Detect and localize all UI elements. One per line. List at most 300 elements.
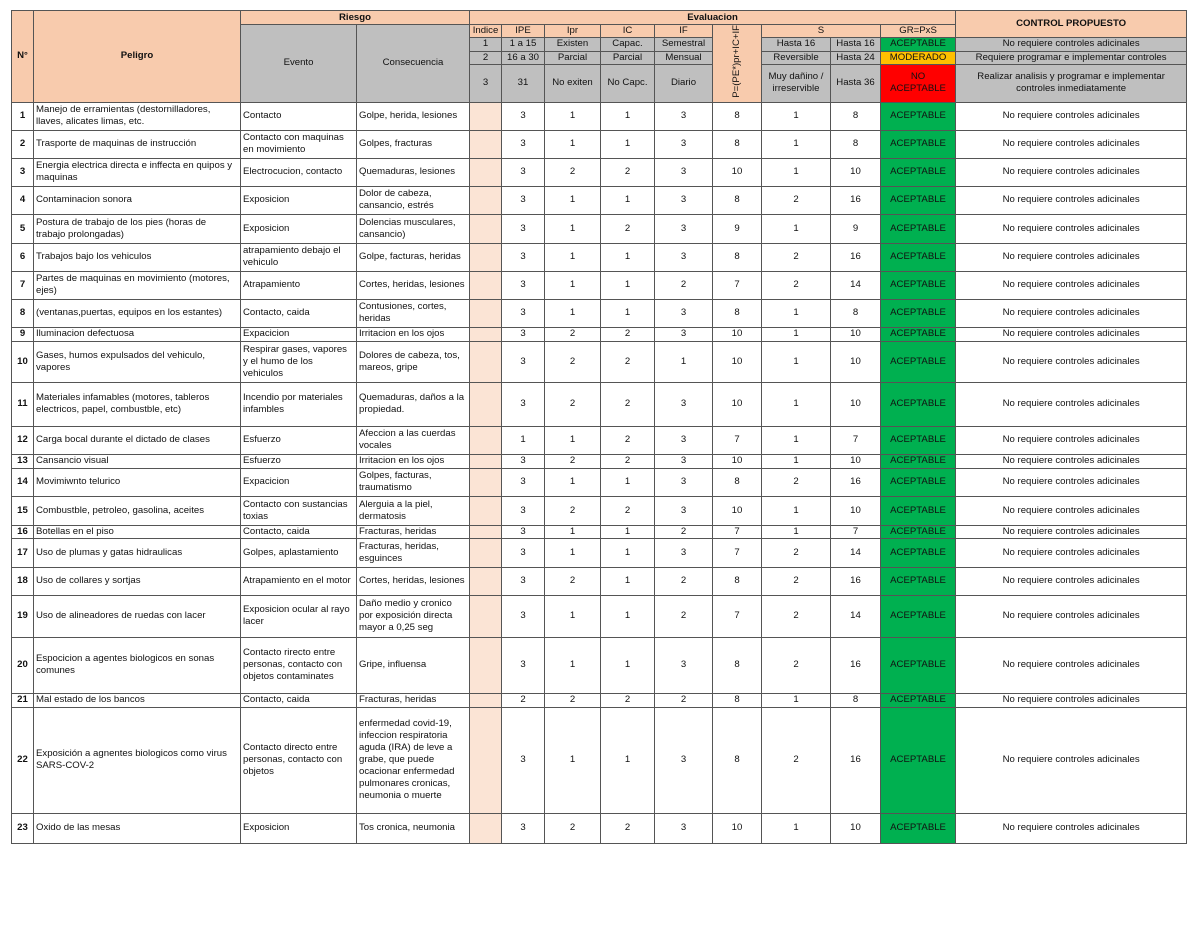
risk-grade-cell: 8 (831, 130, 881, 158)
header-control: CONTROL PROPUESTO (956, 11, 1187, 38)
proposed-control-cell: No requiere controles adicinales (956, 538, 1187, 567)
header-peligro: Peligro (34, 11, 241, 103)
index-cell (470, 186, 502, 214)
event-cell: Expacicion (241, 327, 357, 341)
row-number: 14 (12, 468, 34, 496)
proposed-control-cell: No requiere controles adicinales (956, 130, 1187, 158)
proposed-control-cell: No requiere controles adicinales (956, 637, 1187, 693)
ipe-cell: 3 (502, 271, 545, 299)
row-number: 9 (12, 327, 34, 341)
hazard-cell: Espocicion a agentes biologicos en sonas comunes (34, 637, 241, 693)
if-cell: 2 (655, 271, 713, 299)
row-number: 22 (12, 707, 34, 813)
ipr-cell: 2 (545, 454, 601, 468)
severity-cell: 1 (762, 214, 831, 243)
if-cell: 3 (655, 707, 713, 813)
risk-matrix-table (11, 10, 1187, 844)
row-number: 5 (12, 214, 34, 243)
probability-cell: 8 (713, 130, 762, 158)
index-cell (470, 496, 502, 525)
hazard-cell: Exposición a agnentes biologicos como virus SARS-COV-2 (34, 707, 241, 813)
ipr-cell: 1 (545, 271, 601, 299)
proposed-control-cell: No requiere controles adicinales (956, 525, 1187, 538)
ic-cell: 1 (601, 707, 655, 813)
legend-ipe-3: 31 (502, 64, 545, 102)
table-row (12, 341, 1187, 382)
ipe-cell: 3 (502, 299, 545, 327)
hazard-cell: Uso de plumas y gatas hidraulicas (34, 538, 241, 567)
legend-grs-3: Hasta 36 (831, 64, 881, 102)
ic-cell: 2 (601, 496, 655, 525)
table-row (12, 214, 1187, 243)
severity-cell: 2 (762, 567, 831, 595)
hazard-cell: Iluminacion defectuosa (34, 327, 241, 341)
legend-if-1: Semestral (655, 38, 713, 51)
risk-grade-cell: 14 (831, 538, 881, 567)
severity-cell: 1 (762, 496, 831, 525)
risk-level-badge: ACEPTABLE (881, 382, 956, 426)
ipr-cell: 2 (545, 496, 601, 525)
severity-cell: 2 (762, 538, 831, 567)
hazard-cell: Combustble, petroleo, gasolina, aceites (34, 496, 241, 525)
event-cell: Contacto rirecto entre personas, contacto con objetos contaminates (241, 637, 357, 693)
if-cell: 3 (655, 327, 713, 341)
legend-grs-2: Hasta 24 (831, 51, 881, 64)
risk-grade-cell: 14 (831, 595, 881, 637)
table-row (12, 454, 1187, 468)
consequence-cell: Fracturas, heridas, esguinces (357, 538, 470, 567)
risk-grade-cell: 16 (831, 567, 881, 595)
consequence-cell: Gripe, influensa (357, 637, 470, 693)
row-number: 10 (12, 341, 34, 382)
table-row (12, 813, 1187, 843)
ipe-cell: 3 (502, 813, 545, 843)
legend-s-3: Muy dañino / irreservible (762, 64, 831, 102)
header-riesgo: Riesgo (241, 11, 470, 25)
index-cell (470, 130, 502, 158)
table-row (12, 299, 1187, 327)
legend-ipr-2: Parcial (545, 51, 601, 64)
hazard-cell: Movimiwnto telurico (34, 468, 241, 496)
index-cell (470, 454, 502, 468)
table-row (12, 130, 1187, 158)
table-row (12, 693, 1187, 707)
legend-ic-2: Parcial (601, 51, 655, 64)
consequence-cell: Dolencias musculares, cansancio) (357, 214, 470, 243)
hazard-cell: Energia electrica directa e inffecta en quipos y maquinas (34, 158, 241, 186)
ipr-cell: 1 (545, 243, 601, 271)
event-cell: Exposicion ocular al rayo lacer (241, 595, 357, 637)
ipr-cell: 2 (545, 158, 601, 186)
table-row (12, 468, 1187, 496)
table-row (12, 102, 1187, 130)
ipe-cell: 2 (502, 693, 545, 707)
row-number: 12 (12, 426, 34, 454)
ic-cell: 2 (601, 341, 655, 382)
if-cell: 3 (655, 214, 713, 243)
header-ic: IC (601, 25, 655, 38)
severity-cell: 1 (762, 130, 831, 158)
table-row (12, 567, 1187, 595)
index-cell (470, 341, 502, 382)
event-cell: Esfuerzo (241, 426, 357, 454)
proposed-control-cell: No requiere controles adicinales (956, 382, 1187, 426)
ipe-cell: 3 (502, 637, 545, 693)
severity-cell: 1 (762, 454, 831, 468)
risk-level-badge: ACEPTABLE (881, 341, 956, 382)
ipe-cell: 1 (502, 426, 545, 454)
probability-cell: 8 (713, 243, 762, 271)
ipr-cell: 2 (545, 567, 601, 595)
proposed-control-cell: No requiere controles adicinales (956, 327, 1187, 341)
ipe-cell: 3 (502, 525, 545, 538)
header-gr: GR=PxS (881, 25, 956, 38)
ipe-cell: 3 (502, 158, 545, 186)
hazard-cell: Uso de collares y sortjas (34, 567, 241, 595)
ipr-cell: 1 (545, 130, 601, 158)
ipe-cell: 3 (502, 214, 545, 243)
consequence-cell: Dolores de cabeza, tos, mareos, gripe (357, 341, 470, 382)
hazard-cell: Trasporte de maquinas de instrucción (34, 130, 241, 158)
legend-s-1: Hasta 16 (762, 38, 831, 51)
probability-cell: 10 (713, 341, 762, 382)
event-cell: Contacto directo entre personas, contacto con objetos (241, 707, 357, 813)
hazard-cell: Carga bocal durante el dictado de clases (34, 426, 241, 454)
legend-ipe-1: 1 a 15 (502, 38, 545, 51)
probability-cell: 8 (713, 637, 762, 693)
legend-ctrl-1: No requiere controles adicinales (956, 38, 1187, 51)
row-number: 15 (12, 496, 34, 525)
severity-cell: 1 (762, 382, 831, 426)
ic-cell: 2 (601, 813, 655, 843)
risk-level-badge: ACEPTABLE (881, 158, 956, 186)
header-ipe: IPE (502, 25, 545, 38)
legend-ipe-2: 16 a 30 (502, 51, 545, 64)
consequence-cell: Irritacion en los ojos (357, 327, 470, 341)
ipr-cell: 2 (545, 382, 601, 426)
if-cell: 3 (655, 158, 713, 186)
table-row (12, 243, 1187, 271)
ipr-cell: 2 (545, 327, 601, 341)
row-number: 4 (12, 186, 34, 214)
ic-cell: 1 (601, 299, 655, 327)
event-cell: Exposicion (241, 186, 357, 214)
risk-grade-cell: 16 (831, 637, 881, 693)
ipr-cell: 1 (545, 525, 601, 538)
risk-level-badge: ACEPTABLE (881, 637, 956, 693)
row-number: 17 (12, 538, 34, 567)
risk-level-badge: ACEPTABLE (881, 102, 956, 130)
proposed-control-cell: No requiere controles adicinales (956, 693, 1187, 707)
ipr-cell: 1 (545, 186, 601, 214)
risk-grade-cell: 14 (831, 271, 881, 299)
table-row (12, 525, 1187, 538)
risk-level-badge: ACEPTABLE (881, 525, 956, 538)
severity-cell: 1 (762, 158, 831, 186)
if-cell: 3 (655, 637, 713, 693)
proposed-control-cell: No requiere controles adicinales (956, 299, 1187, 327)
index-cell (470, 538, 502, 567)
probability-cell: 10 (713, 382, 762, 426)
row-number: 11 (12, 382, 34, 426)
risk-level-badge: ACEPTABLE (881, 299, 956, 327)
risk-level-badge: ACEPTABLE (881, 243, 956, 271)
row-number: 1 (12, 102, 34, 130)
risk-level-badge: ACEPTABLE (881, 271, 956, 299)
ipe-cell: 3 (502, 186, 545, 214)
risk-level-badge: ACEPTABLE (881, 130, 956, 158)
consequence-cell: Afeccion a las cuerdas vocales (357, 426, 470, 454)
event-cell: Contacto, caida (241, 693, 357, 707)
index-cell (470, 693, 502, 707)
consequence-cell: Fracturas, heridas (357, 693, 470, 707)
legend-ipr-3: No exiten (545, 64, 601, 102)
consequence-cell: Golpe, facturas, heridas (357, 243, 470, 271)
risk-level-badge: ACEPTABLE (881, 327, 956, 341)
severity-cell: 2 (762, 595, 831, 637)
if-cell: 3 (655, 813, 713, 843)
ic-cell: 1 (601, 567, 655, 595)
if-cell: 3 (655, 454, 713, 468)
if-cell: 3 (655, 538, 713, 567)
severity-cell: 2 (762, 243, 831, 271)
if-cell: 3 (655, 496, 713, 525)
probability-cell: 10 (713, 158, 762, 186)
event-cell: Contacto, caida (241, 525, 357, 538)
table-row (12, 271, 1187, 299)
ic-cell: 2 (601, 158, 655, 186)
event-cell: Golpes, aplastamiento (241, 538, 357, 567)
ic-cell: 2 (601, 382, 655, 426)
risk-grade-cell: 10 (831, 496, 881, 525)
row-number: 16 (12, 525, 34, 538)
proposed-control-cell: No requiere controles adicinales (956, 813, 1187, 843)
probability-cell: 7 (713, 271, 762, 299)
ipr-cell: 1 (545, 299, 601, 327)
hazard-cell: Gases, humos expulsados del vehiculo, vapores (34, 341, 241, 382)
row-number: 3 (12, 158, 34, 186)
if-cell: 2 (655, 525, 713, 538)
risk-level-badge: ACEPTABLE (881, 707, 956, 813)
index-cell (470, 707, 502, 813)
hazard-cell: Manejo de erramientas (destornilladores, llaves, alicates limas, etc. (34, 102, 241, 130)
table-row (12, 637, 1187, 693)
ipe-cell: 3 (502, 707, 545, 813)
hazard-cell: Postura de trabajo de los pies (horas de trabajo prolongadas) (34, 214, 241, 243)
ipe-cell: 3 (502, 567, 545, 595)
risk-grade-cell: 16 (831, 468, 881, 496)
probability-cell: 8 (713, 468, 762, 496)
if-cell: 2 (655, 567, 713, 595)
ic-cell: 2 (601, 693, 655, 707)
table-row (12, 496, 1187, 525)
probability-cell: 8 (713, 186, 762, 214)
consequence-cell: Fracturas, heridas (357, 525, 470, 538)
proposed-control-cell: No requiere controles adicinales (956, 186, 1187, 214)
risk-level-badge: ACEPTABLE (881, 214, 956, 243)
ipr-cell: 1 (545, 637, 601, 693)
severity-cell: 1 (762, 327, 831, 341)
probability-cell: 10 (713, 327, 762, 341)
header-n: N° (12, 11, 34, 103)
consequence-cell: Contusiones, cortes, heridas (357, 299, 470, 327)
risk-level-badge: ACEPTABLE (881, 595, 956, 637)
ipe-cell: 3 (502, 468, 545, 496)
proposed-control-cell: No requiere controles adicinales (956, 496, 1187, 525)
consequence-cell: Quemaduras, lesiones (357, 158, 470, 186)
index-cell (470, 813, 502, 843)
hazard-cell: Cansancio visual (34, 454, 241, 468)
consequence-cell: Alerguia a la piel, dermatosis (357, 496, 470, 525)
event-cell: Contacto, caida (241, 299, 357, 327)
legend-gr-moderado: MODERADO (881, 51, 956, 64)
if-cell: 3 (655, 299, 713, 327)
row-number: 13 (12, 454, 34, 468)
if-cell: 1 (655, 341, 713, 382)
event-cell: Contacto (241, 102, 357, 130)
severity-cell: 1 (762, 102, 831, 130)
risk-level-badge: ACEPTABLE (881, 454, 956, 468)
severity-cell: 2 (762, 186, 831, 214)
risk-grade-cell: 9 (831, 214, 881, 243)
risk-level-badge: ACEPTABLE (881, 468, 956, 496)
ipe-cell: 3 (502, 130, 545, 158)
legend-indice-1: 1 (470, 38, 502, 51)
row-number: 8 (12, 299, 34, 327)
ipe-cell: 3 (502, 496, 545, 525)
risk-level-badge: ACEPTABLE (881, 496, 956, 525)
index-cell (470, 637, 502, 693)
severity-cell: 1 (762, 525, 831, 538)
proposed-control-cell: No requiere controles adicinales (956, 595, 1187, 637)
consequence-cell: Cortes, heridas, lesiones (357, 567, 470, 595)
if-cell: 3 (655, 426, 713, 454)
legend-ipr-1: Existen (545, 38, 601, 51)
proposed-control-cell: No requiere controles adicinales (956, 454, 1187, 468)
risk-level-badge: ACEPTABLE (881, 567, 956, 595)
ipe-cell: 3 (502, 341, 545, 382)
table-row (12, 426, 1187, 454)
ipe-cell: 3 (502, 382, 545, 426)
legend-gr-no-aceptable: NO ACEPTABLE (881, 64, 956, 102)
row-number: 7 (12, 271, 34, 299)
probability-cell: 7 (713, 538, 762, 567)
hazard-cell: Materiales infamables (motores, tableros electricos, papel, combustble, etc) (34, 382, 241, 426)
legend-ctrl-3: Realizar analisis y programar e implementar controles inmediatamente (956, 64, 1187, 102)
ic-cell: 2 (601, 214, 655, 243)
if-cell: 3 (655, 382, 713, 426)
legend-if-3: Diario (655, 64, 713, 102)
event-cell: Contacto con sustancias toxias (241, 496, 357, 525)
ipe-cell: 3 (502, 243, 545, 271)
legend-indice-3: 3 (470, 64, 502, 102)
legend-if-2: Mensual (655, 51, 713, 64)
if-cell: 3 (655, 186, 713, 214)
consequence-cell: Dolor de cabeza, cansancio, estrés (357, 186, 470, 214)
risk-level-badge: ACEPTABLE (881, 426, 956, 454)
consequence-cell: Irritacion en los ojos (357, 454, 470, 468)
hazard-cell: Oxido de las mesas (34, 813, 241, 843)
severity-cell: 1 (762, 426, 831, 454)
ipr-cell: 2 (545, 341, 601, 382)
index-cell (470, 158, 502, 186)
ic-cell: 1 (601, 243, 655, 271)
legend-ic-1: Capac. (601, 38, 655, 51)
index-cell (470, 327, 502, 341)
hazard-cell: Botellas en el piso (34, 525, 241, 538)
event-cell: atrapamiento debajo el vehiculo (241, 243, 357, 271)
legend-s-2: Reversible (762, 51, 831, 64)
proposed-control-cell: No requiere controles adicinales (956, 426, 1187, 454)
proposed-control-cell: No requiere controles adicinales (956, 214, 1187, 243)
proposed-control-cell: No requiere controles adicinales (956, 468, 1187, 496)
ic-cell: 2 (601, 426, 655, 454)
index-cell (470, 382, 502, 426)
ipr-cell: 2 (545, 693, 601, 707)
row-number: 6 (12, 243, 34, 271)
ic-cell: 1 (601, 525, 655, 538)
index-cell (470, 243, 502, 271)
legend-indice-2: 2 (470, 51, 502, 64)
proposed-control-cell: No requiere controles adicinales (956, 271, 1187, 299)
risk-grade-cell: 16 (831, 243, 881, 271)
risk-level-badge: ACEPTABLE (881, 693, 956, 707)
ipr-cell: 1 (545, 707, 601, 813)
if-cell: 3 (655, 102, 713, 130)
index-cell (470, 468, 502, 496)
ic-cell: 1 (601, 102, 655, 130)
risk-grade-cell: 10 (831, 327, 881, 341)
risk-grade-cell: 8 (831, 693, 881, 707)
ipr-cell: 1 (545, 214, 601, 243)
event-cell: Electrocucion, contacto (241, 158, 357, 186)
header-evaluacion: Evaluacion (470, 11, 956, 25)
row-number: 23 (12, 813, 34, 843)
consequence-cell: Golpe, herida, lesiones (357, 102, 470, 130)
index-cell (470, 271, 502, 299)
legend-ic-3: No Capc. (601, 64, 655, 102)
consequence-cell: Cortes, heridas, lesiones (357, 271, 470, 299)
probability-cell: 10 (713, 454, 762, 468)
index-cell (470, 567, 502, 595)
index-cell (470, 525, 502, 538)
probability-cell: 7 (713, 595, 762, 637)
proposed-control-cell: No requiere controles adicinales (956, 243, 1187, 271)
header-s: S (762, 25, 881, 38)
risk-grade-cell: 7 (831, 525, 881, 538)
ipe-cell: 3 (502, 327, 545, 341)
severity-cell: 1 (762, 341, 831, 382)
probability-cell: 8 (713, 102, 762, 130)
consequence-cell: enfermedad covid-19, infeccion respiratoria aguda (IRA) de leve a grabe, que puede ocacionar enfermedad pulmonares cronicas, neumonia o muerte (357, 707, 470, 813)
probability-cell: 10 (713, 813, 762, 843)
risk-grade-cell: 7 (831, 426, 881, 454)
table-row (12, 186, 1187, 214)
event-cell: Expacicion (241, 468, 357, 496)
ipr-cell: 1 (545, 426, 601, 454)
ic-cell: 2 (601, 327, 655, 341)
event-cell: Contacto con maquinas en movimiento (241, 130, 357, 158)
probability-cell: 8 (713, 693, 762, 707)
proposed-control-cell: No requiere controles adicinales (956, 707, 1187, 813)
severity-cell: 2 (762, 707, 831, 813)
header-consecuencia: Consecuencia (357, 25, 470, 103)
ipr-cell: 1 (545, 102, 601, 130)
row-number: 18 (12, 567, 34, 595)
ipr-cell: 1 (545, 468, 601, 496)
risk-level-badge: ACEPTABLE (881, 186, 956, 214)
hazard-rows (12, 102, 1187, 843)
